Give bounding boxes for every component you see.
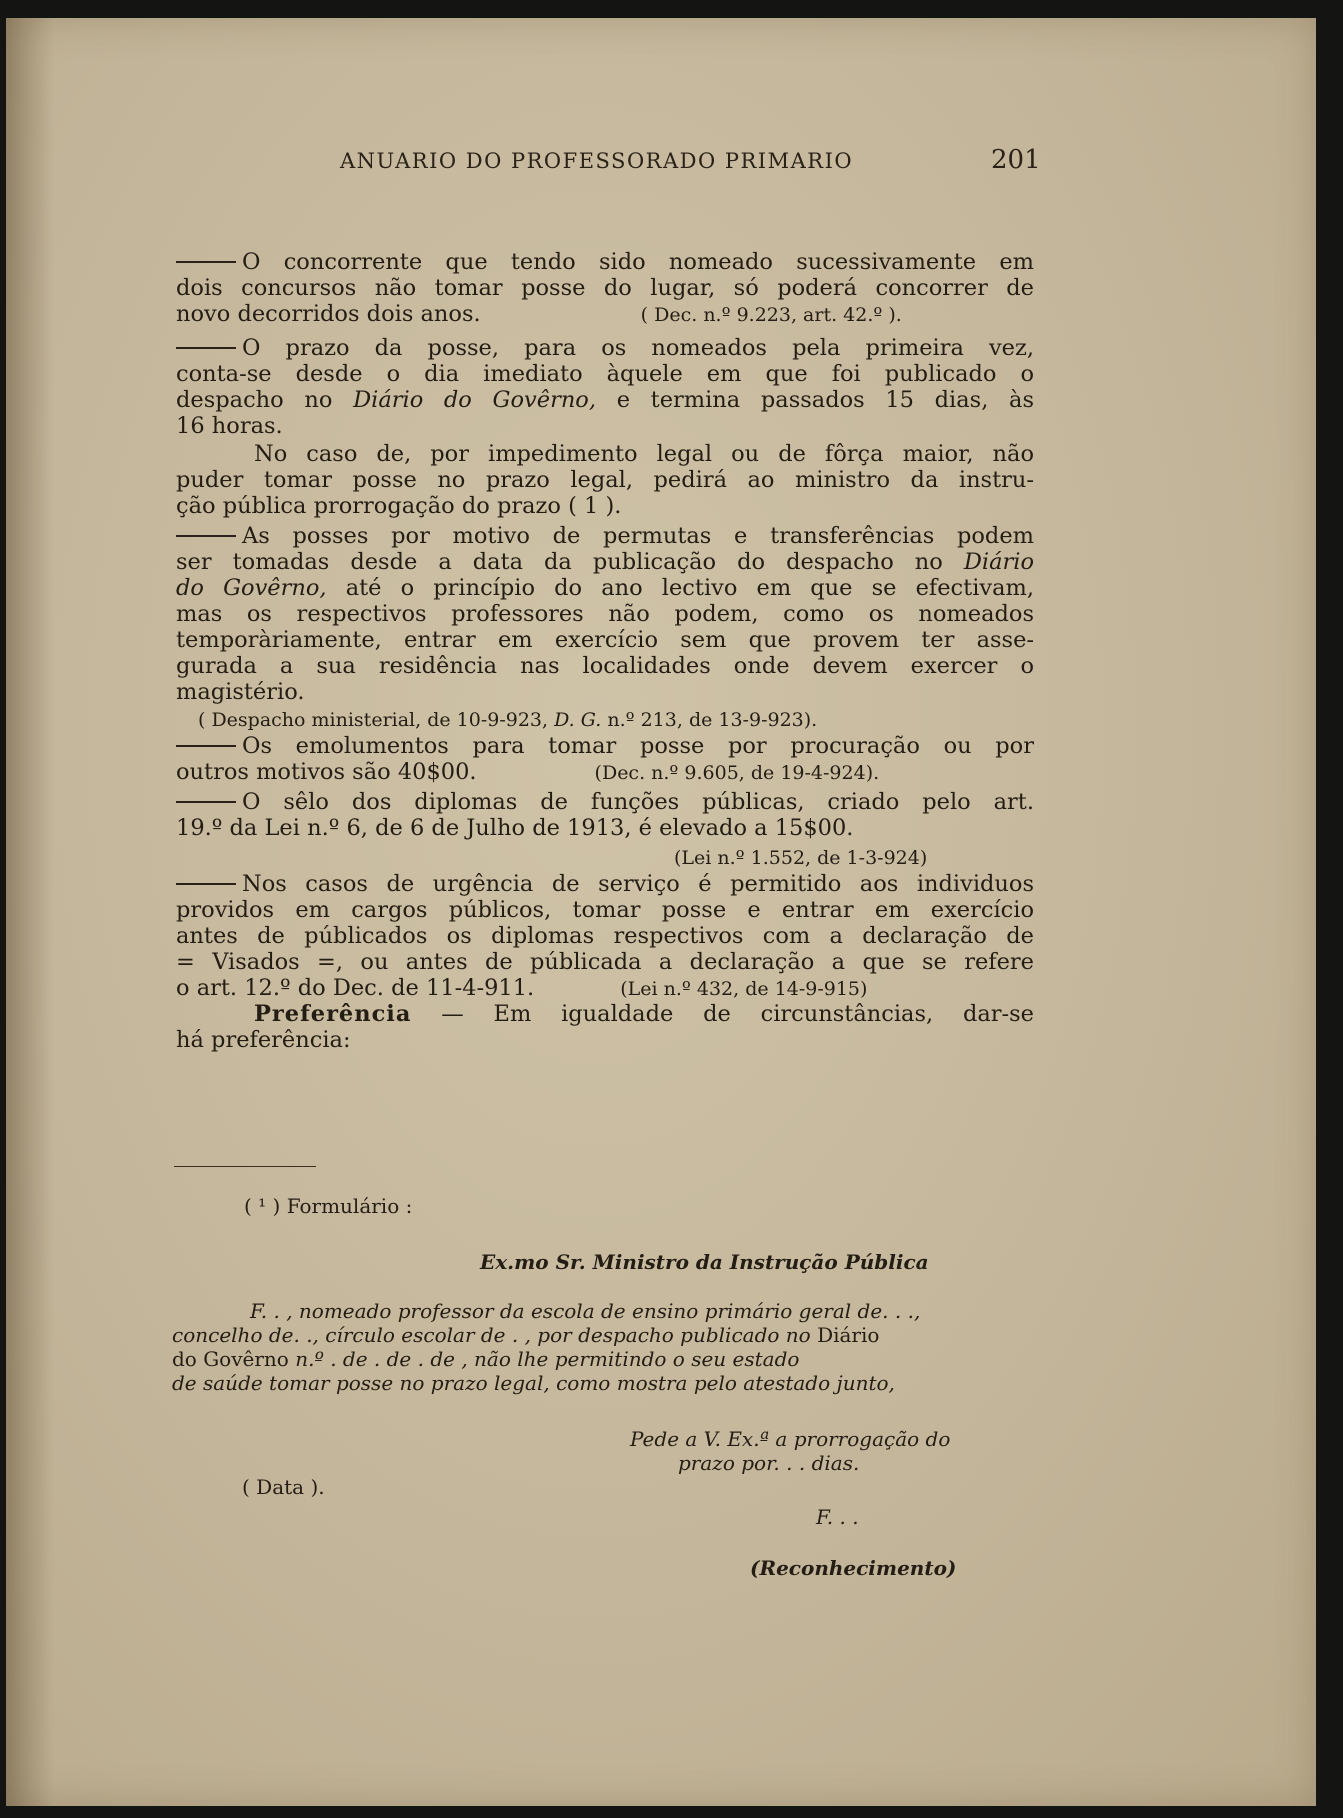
body-line-28: o art. 12.º do Dec. de 11-4-911. (Lei n.º 432, de 14-9-915) bbox=[176, 975, 868, 1001]
footnote-line-2: concelho de. ., círculo escolar de . , por despacho publicado no Diário bbox=[172, 1323, 880, 1347]
em-dash-rule bbox=[176, 801, 236, 803]
em-dash-rule bbox=[176, 261, 236, 263]
footnote-request-2: prazo por. . . dias. bbox=[678, 1451, 860, 1475]
footnote-salutation: Ex.mo Sr. Ministro da Instrução Pública bbox=[480, 1250, 929, 1274]
body-line-19: Os emolumentos para tomar posse por procuração ou por bbox=[176, 733, 1034, 759]
body-line-6: despacho no Diário do Govêrno, e termina passados 15 dias, às bbox=[176, 387, 1034, 413]
footnote-label: ( ¹ ) Formulário : bbox=[244, 1194, 413, 1218]
body-line-2: dois concursos não tomar posse do lugar, só poderá concorrer de bbox=[176, 275, 1034, 301]
body-line-27: = Visados =, ou antes de públicada a declaração a que se refere bbox=[176, 949, 1034, 975]
scanned-page bbox=[6, 18, 1316, 1806]
running-title: ANUARIO DO PROFESSORADO PRIMARIO bbox=[340, 149, 854, 173]
body-line-16: gurada a sua residência nas localidades onde devem exercer o bbox=[176, 653, 1034, 679]
body-line-13: do Govêrno, até o princípio do ano lectivo em que se efectivam, bbox=[176, 575, 1034, 601]
footnote-line-3: do Govêrno n.º . de . de . de , não lhe permitindo o seu estado bbox=[172, 1347, 800, 1371]
page-fold-shadow bbox=[6, 18, 54, 1806]
body-line-10: ção pública prorrogação do prazo ( 1 ). bbox=[176, 493, 622, 519]
body-line-4: O prazo da posse, para os nomeados pela primeira vez, bbox=[176, 335, 1034, 361]
em-dash-rule bbox=[176, 745, 236, 747]
em-dash-rule bbox=[176, 535, 236, 537]
body-line-17: magistério. bbox=[176, 679, 305, 705]
citation-lei-1552: (Lei n.º 1.552, de 1-3-924) bbox=[674, 847, 928, 869]
body-line-20: outros motivos são 40$00. (Dec. n.º 9.605, de 19-4-924). bbox=[176, 759, 880, 785]
footnote-line-1: F. . , nomeado professor da escola de ensino primário geral de. . ., bbox=[250, 1299, 921, 1323]
footnote-request-1: Pede a V. Ex.ª a prorrogação do bbox=[630, 1427, 951, 1451]
em-dash-rule bbox=[176, 883, 236, 885]
body-line-26: antes de públicados os diplomas respectivos com a declaração de bbox=[176, 923, 1034, 949]
body-line-11: As posses por motivo de permutas e transferências podem bbox=[176, 523, 1034, 549]
body-line-25: providos em cargos públicos, tomar posse e entrar em exercício bbox=[176, 897, 1034, 923]
body-line-22: 19.º da Lei n.º 6, de 6 de Julho de 1913, é elevado a 15$00. bbox=[176, 815, 854, 841]
em-dash-rule bbox=[176, 347, 236, 349]
footnote-recognition: (Reconhecimento) bbox=[750, 1556, 957, 1580]
footnote-line-4: de saúde tomar posse no prazo legal, como mostra pelo atestado junto, bbox=[172, 1371, 895, 1395]
body-line-24: Nos casos de urgência de serviço é permitido aos individuos bbox=[176, 871, 1034, 897]
body-line-3: novo decorridos dois anos. ( Dec. n.º 9.223, art. 42.º ). bbox=[176, 301, 902, 327]
body-line-8: No caso de, por impedimento legal ou de fôrça maior, não bbox=[254, 441, 1034, 467]
body-line-29: Preferência — Em igualdade de circunstâncias, dar-se bbox=[254, 1001, 1034, 1027]
body-line-15: temporàriamente, entrar em exercício sem que provem ter asse- bbox=[176, 627, 1034, 653]
body-line-12: ser tomadas desde a data da publicação do despacho no Diário bbox=[176, 549, 1035, 575]
body-line-5: conta-se desde o dia imediato àquele em que foi publicado o bbox=[176, 361, 1034, 387]
page-number: 201 bbox=[991, 145, 1041, 175]
footnote-divider bbox=[174, 1166, 316, 1167]
body-line-1: O concorrente que tendo sido nomeado sucessivamente em bbox=[176, 249, 1034, 275]
section-heading-preferencia: Preferência bbox=[254, 1001, 412, 1027]
body-line-7: 16 horas. bbox=[176, 413, 283, 439]
body-line-21: O sêlo dos diplomas de funções públicas, criado pelo art. bbox=[176, 789, 1034, 815]
body-line-14: mas os respectivos professores não podem, como os nomeados bbox=[176, 601, 1034, 627]
body-line-9: puder tomar posse no prazo legal, pedirá ao ministro da instru- bbox=[176, 467, 1034, 493]
body-line-30: há preferência: bbox=[176, 1027, 351, 1053]
footnote-signature: F. . . bbox=[816, 1505, 859, 1529]
footnote-date: ( Data ). bbox=[242, 1475, 325, 1499]
citation-despacho: ( Despacho ministerial, de 10-9-923, D. G. n.º 213, de 13-9-923). bbox=[198, 709, 818, 731]
